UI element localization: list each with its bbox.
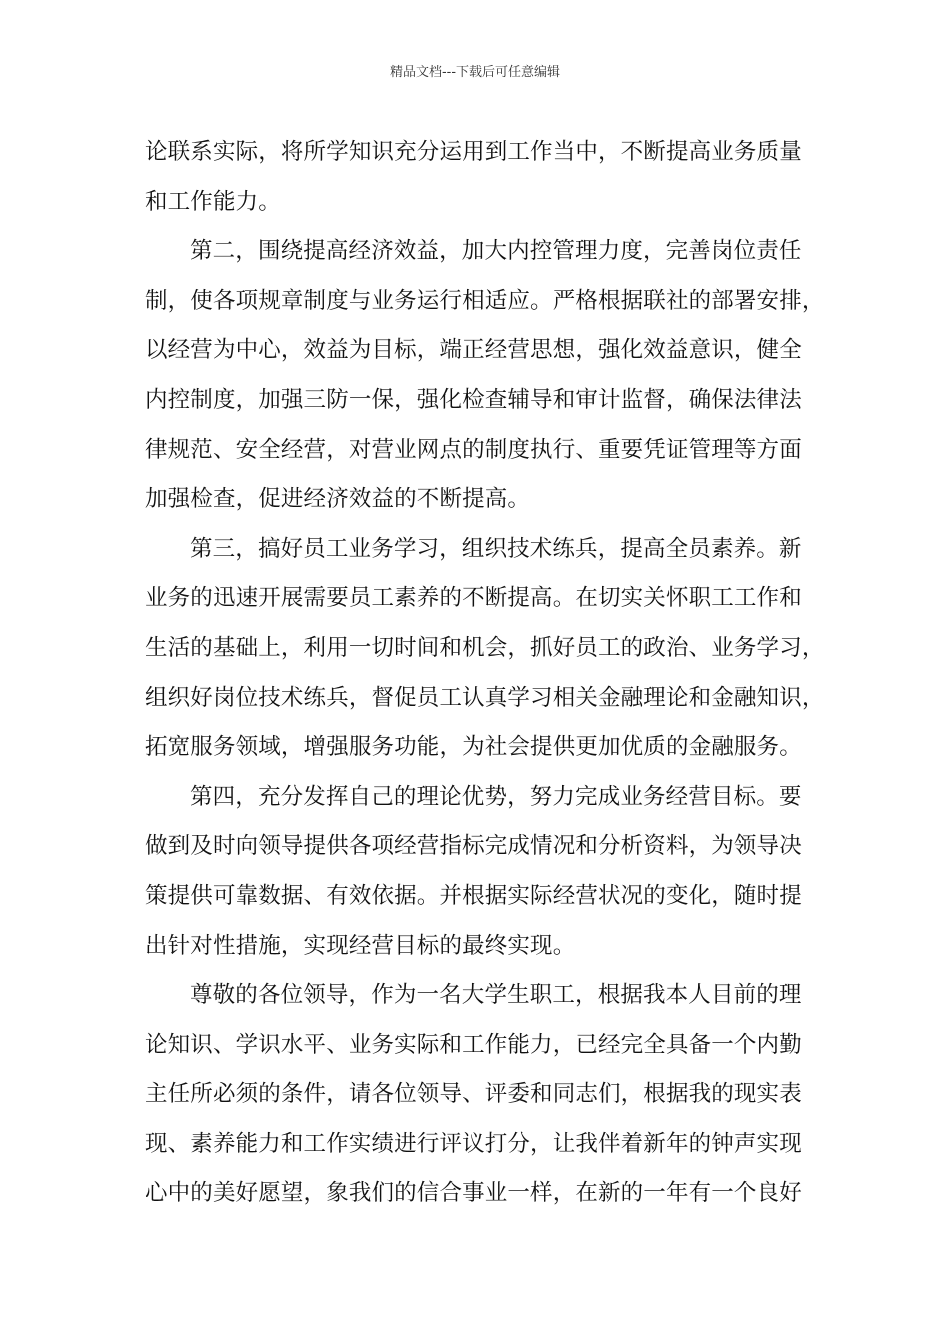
text-line: 论知识、学识水平、业务实际和工作能力，已经完全具备一个内勤 bbox=[145, 1031, 802, 1058]
text-line: 生活的基础上，利用一切时间和机会，抓好员工的政治、业务学习， bbox=[145, 634, 825, 661]
text-line: 现、素养能力和工作实绩进行评议打分，让我伴着新年的钟声实现 bbox=[145, 1130, 802, 1157]
text-line: 加强检查，促进经济效益的不断提高。 bbox=[145, 486, 531, 513]
paragraph-start-line: 尊敬的各位领导，作为一名大学生职工，根据我本人目前的理 bbox=[190, 982, 802, 1009]
text-line: 做到及时向领导提供各项经营指标完成情况和分析资料，为领导决 bbox=[145, 833, 802, 860]
text-line: 制，使各项规章制度与业务运行相适应。严格根据联社的部署安排， bbox=[145, 287, 825, 314]
paragraph-start-line: 第三，搞好员工业务学习，组织技术练兵，提高全员素养。新 bbox=[190, 535, 802, 562]
document-body bbox=[145, 128, 825, 1219]
page-header: 精品文档---下载后可任意编辑 bbox=[389, 65, 561, 80]
text-line: 业务的迅速开展需要员工素养的不断提高。在切实关怀职工工作和 bbox=[145, 585, 802, 612]
text-line: 心中的美好愿望，象我们的信合事业一样，在新的一年有一个良好 bbox=[145, 1180, 802, 1207]
text-line: 和工作能力。 bbox=[145, 188, 281, 215]
text-line: 论联系实际，将所学知识充分运用到工作当中，不断提高业务质量 bbox=[145, 139, 802, 165]
paragraph-start-line: 第二，围绕提高经济效益，加大内控管理力度，完善岗位责任 bbox=[190, 238, 802, 265]
text-line: 律规范、安全经营，对营业网点的制度执行、重要凭证管理等方面 bbox=[145, 436, 802, 463]
paragraph-start-line: 第四，充分发挥自己的理论优势，努力完成业务经营目标。要 bbox=[190, 783, 802, 810]
text-line: 主任所必须的条件，请各位领导、评委和同志们，根据我的现实表 bbox=[145, 1081, 802, 1108]
text-line: 出针对性措施，实现经营目标的最终实现。 bbox=[145, 932, 576, 959]
text-line: 以经营为中心，效益为目标，端正经营思想，强化效益意识，健全 bbox=[145, 337, 802, 364]
text-line: 拓宽服务领域，增强服务功能，为社会提供更加优质的金融服务。 bbox=[145, 734, 802, 761]
text-line: 内控制度，加强三防一保，强化检查辅导和审计监督，确保法律法 bbox=[145, 386, 802, 413]
text-line: 组织好岗位技术练兵，督促员工认真学习相关金融理论和金融知识， bbox=[145, 684, 825, 711]
text-line: 策提供可靠数据、有效依据。并根据实际经营状况的变化，随时提 bbox=[145, 882, 802, 909]
